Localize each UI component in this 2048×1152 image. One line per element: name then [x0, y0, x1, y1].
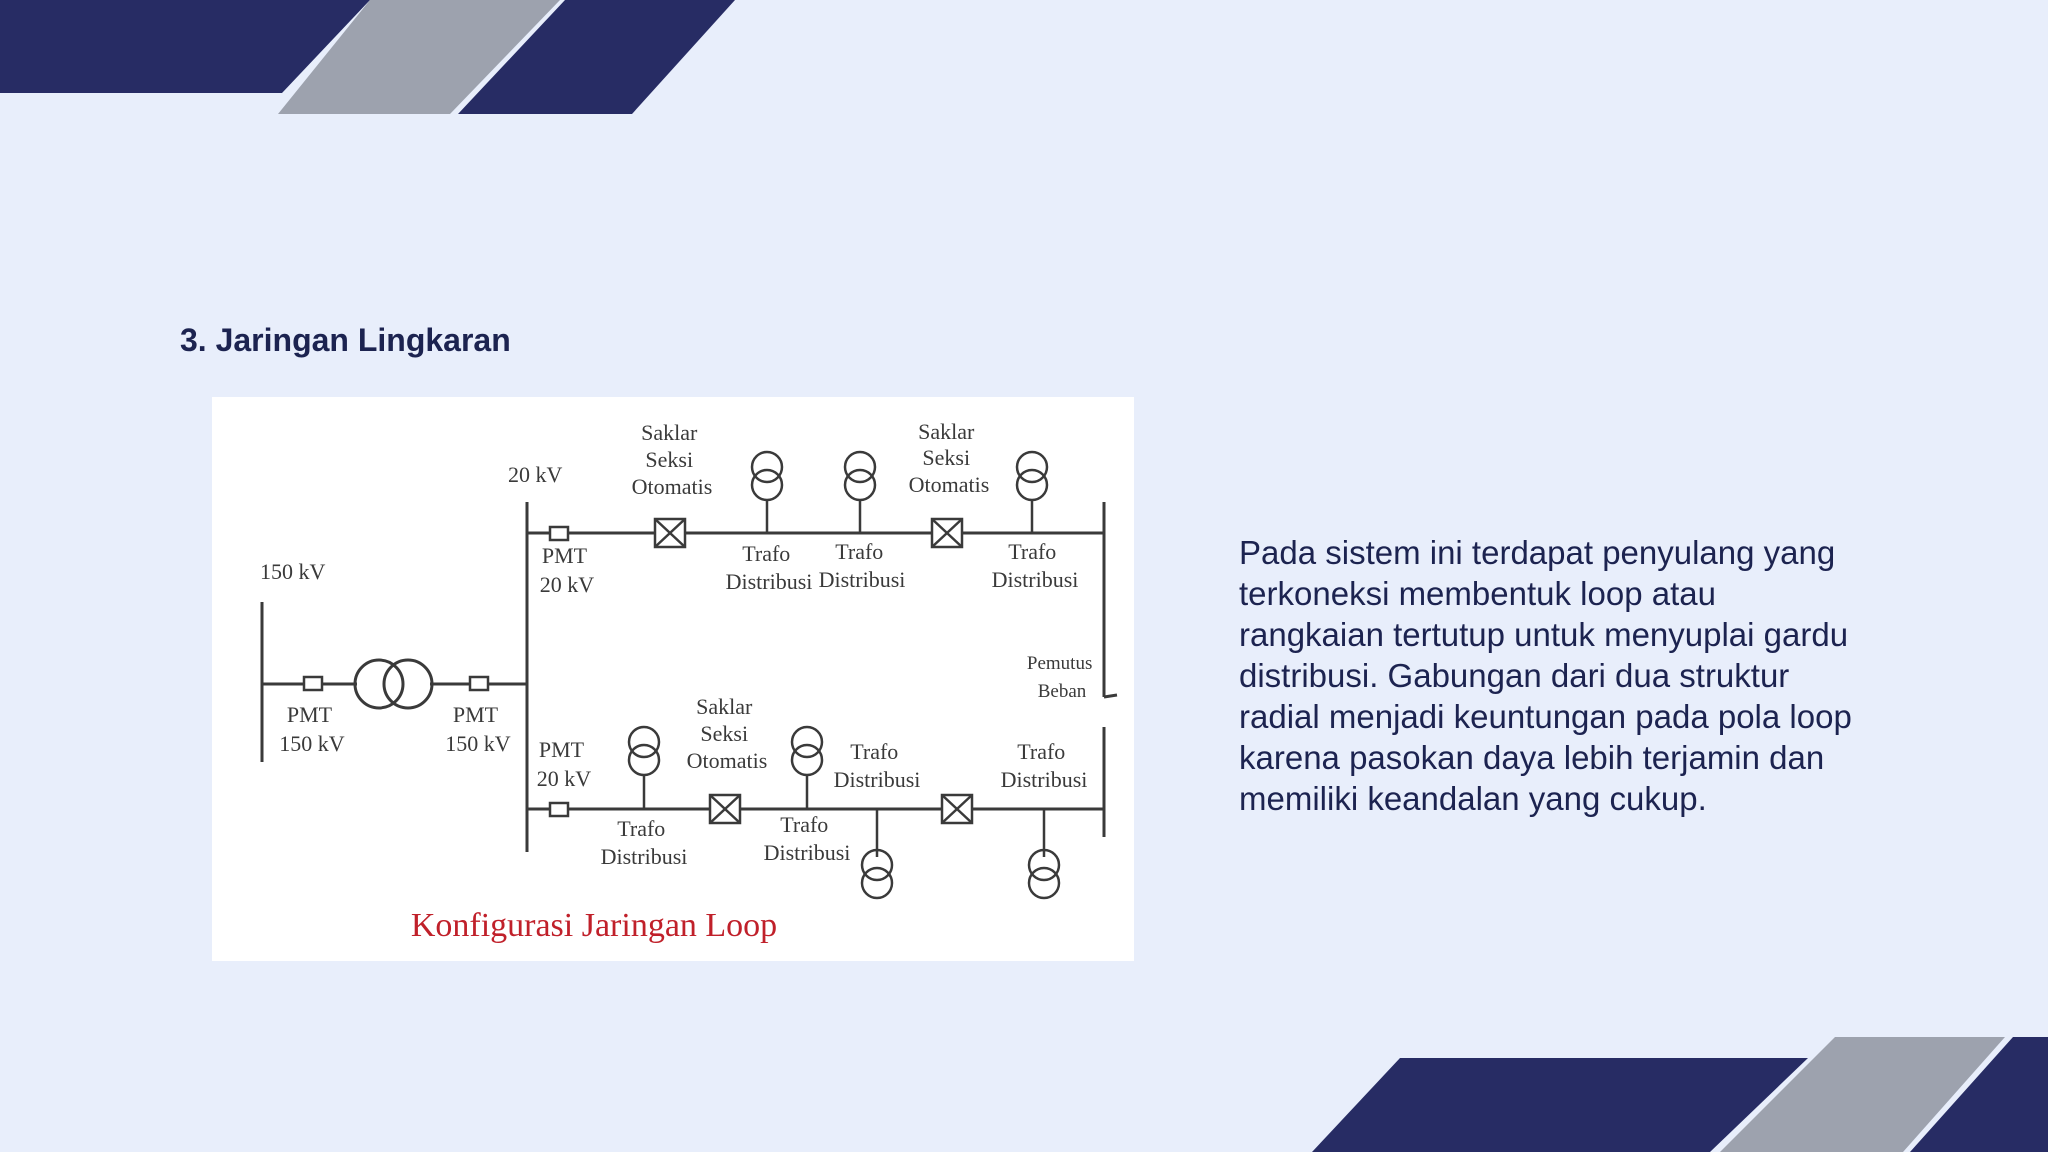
saklar-label: Otomatis — [908, 472, 990, 497]
pmt-label: PMT — [538, 737, 584, 762]
slide-title: 3. Jaringan Lingkaran — [180, 322, 511, 358]
svg-text:Trafo Distribusi — [1001, 739, 1088, 792]
trafo-label: Trafo — [1017, 739, 1066, 764]
svg-text:PMT 150 kV — [445, 702, 511, 756]
pmt-150-left-breaker — [304, 677, 322, 690]
sectionalizer-switch-icon — [710, 795, 740, 823]
pemutus-label: Beban — [1037, 681, 1087, 702]
trafo-label: Trafo — [850, 739, 899, 764]
pmt-label: PMT — [452, 702, 498, 727]
pmt-voltage-label: 20 kV — [536, 766, 592, 791]
distribution-transformer-icon — [862, 809, 892, 898]
pmt-label: PMT — [541, 543, 587, 568]
bus-20kv-label: 20 kV — [508, 462, 563, 487]
body-paragraph: Pada sistem ini terdapat penyulang yang terkoneksi membentuk loop atau rangkaian tertutup untuk menyuplai gardu distribusi. Gabungan dari dua struktur radial menjadi keuntungan pada pola loop karena pasokan daya lebih terjamin dan memiliki keandalan yang cukup. — [1239, 534, 1852, 817]
saklar-label: Seksi — [700, 721, 749, 746]
trafo-label: Distribusi — [991, 567, 1079, 592]
saklar-label: Saklar — [696, 694, 753, 719]
pmt-voltage-label: 150 kV — [445, 731, 511, 756]
trafo-label: Trafo — [1008, 539, 1057, 564]
trafo-label: Trafo — [835, 539, 884, 564]
trafo-label: Trafo — [742, 541, 791, 566]
sectionalizer-switch-icon — [942, 795, 972, 823]
svg-text:PMT 20 kV — [540, 543, 595, 597]
trafo-label: Distribusi — [763, 840, 851, 865]
trafo-label: Distribusi — [833, 767, 921, 792]
trafo-label: Distribusi — [725, 569, 813, 594]
pmt-20-bottom-breaker — [550, 803, 568, 816]
bottom-navy-band — [1312, 1058, 1808, 1152]
pmt-label: PMT — [286, 702, 332, 727]
svg-text:Pemutus Beban — [1027, 653, 1097, 702]
saklar-label: Otomatis — [631, 474, 713, 499]
svg-text:Saklar Seksi Otoma — [632, 420, 713, 499]
distribution-transformer-icon — [629, 727, 659, 809]
distribution-transformer-icon — [752, 452, 782, 533]
svg-text:Trafo Distribusi — [764, 812, 851, 865]
distribution-transformer-icon — [845, 452, 875, 533]
pmt-20-top-breaker — [550, 527, 568, 540]
pemutus-label: Pemutus — [1026, 653, 1093, 674]
bus-150kv-label: 150 kV — [260, 559, 326, 584]
svg-text:Trafo Distribusi — [834, 739, 921, 792]
pmt-voltage-label: 20 kV — [539, 572, 595, 597]
distribution-transformer-icon — [1017, 452, 1047, 533]
distribution-transformer-icon — [1029, 809, 1059, 898]
sectionalizer-switch-icon — [932, 519, 962, 547]
saklar-label: Saklar — [918, 419, 975, 444]
trafo-label: Trafo — [617, 816, 666, 841]
svg-text:Trafo Distribusi — [992, 539, 1079, 592]
saklar-label: Seksi — [645, 447, 694, 472]
saklar-label: Saklar — [641, 420, 698, 445]
svg-text:Trafo Distribusi — [726, 541, 813, 594]
trafo-label: Distribusi — [1000, 767, 1088, 792]
pmt-150-right-breaker — [470, 677, 488, 690]
saklar-label: Seksi — [922, 445, 971, 470]
sectionalizer-switch-icon — [655, 519, 685, 547]
saklar-label: Otomatis — [686, 748, 768, 773]
trafo-label: Distribusi — [818, 567, 906, 592]
svg-text:Saklar Seksi Otoma — [909, 419, 990, 497]
svg-text:Trafo Distribusi — [819, 539, 906, 592]
svg-text:Saklar Seksi Otoma — [687, 694, 768, 773]
svg-text:PMT 20 kV — [537, 737, 592, 791]
loop-network-diagram — [212, 397, 1134, 961]
svg-text:Trafo Distribusi — [601, 816, 688, 869]
trafo-label: Trafo — [780, 812, 829, 837]
trafo-label: Distribusi — [600, 844, 688, 869]
distribution-transformer-icon — [792, 727, 822, 809]
power-transformer-icon — [355, 660, 432, 708]
pmt-voltage-label: 150 kV — [279, 731, 345, 756]
diagram-caption: Konfigurasi Jaringan Loop — [410, 907, 778, 944]
svg-text:PMT 150 kV — [279, 702, 345, 756]
